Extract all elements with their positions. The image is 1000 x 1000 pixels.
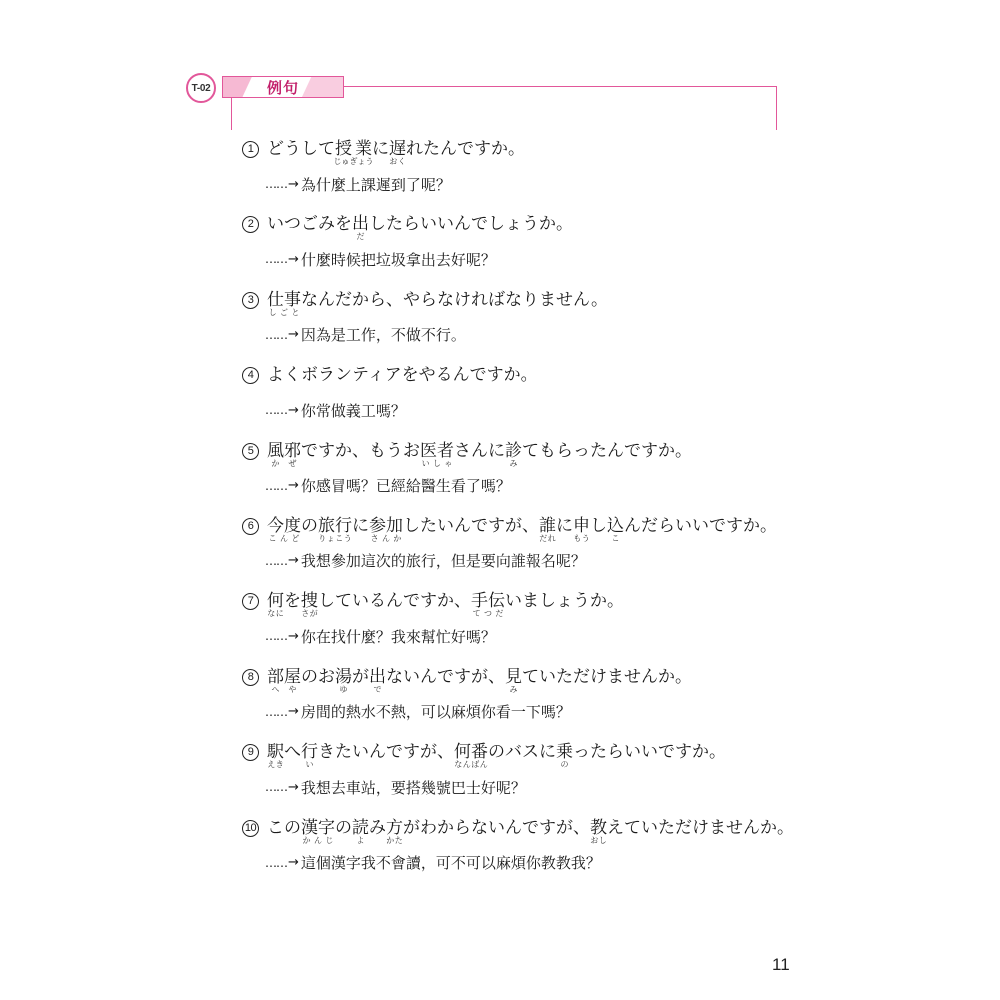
sentence-text: どうして <box>267 139 335 159</box>
kanji: 旅行 <box>318 515 352 536</box>
kanji-with-furigana <box>301 742 318 770</box>
furigana-reading: じゅぎょう <box>333 157 374 166</box>
kanji: 風邪 <box>267 440 301 461</box>
translation-leader-dots: …… <box>265 177 287 191</box>
right-arrow-icon: → <box>288 402 299 418</box>
example-item <box>242 364 802 439</box>
furigana-reading: かぜ <box>267 458 301 468</box>
japanese-sentence-line <box>242 440 802 474</box>
page-number: 11 <box>772 955 790 974</box>
right-arrow-icon: → <box>288 704 299 720</box>
kanji-with-furigana <box>471 591 505 619</box>
furigana-reading: い <box>301 760 318 770</box>
chinese-translation: 因為是工作，不做不行。 <box>300 326 466 345</box>
furigana-reading: へや <box>267 684 301 694</box>
kanji: 漢字 <box>301 817 335 838</box>
kanji: 教 <box>590 817 607 838</box>
sentence-text: に <box>556 515 573 536</box>
kanji: 部屋 <box>267 666 301 687</box>
furigana-reading: もう <box>573 533 590 543</box>
kanji-with-furigana <box>389 139 406 166</box>
translation-line <box>265 474 802 498</box>
kanji-with-furigana <box>369 515 403 543</box>
furigana-reading: み <box>505 458 522 468</box>
kanji-with-furigana <box>333 139 374 166</box>
example-number: 3 <box>242 292 259 309</box>
kanji: 授業 <box>333 139 374 159</box>
sentence-text: ていただけませんか。 <box>522 666 692 687</box>
right-arrow-icon: → <box>288 251 299 267</box>
kanji: 乗 <box>556 742 573 763</box>
sentence-text: ないんですが、 <box>386 666 505 687</box>
header-bracket-left <box>231 98 232 130</box>
translation-line <box>265 851 802 875</box>
kanji: 行 <box>301 742 318 763</box>
furigana-reading: で <box>369 684 386 694</box>
japanese-sentence <box>267 666 692 693</box>
furigana-reading: かた <box>386 835 403 845</box>
sentence-text: み <box>369 817 386 838</box>
translation-line <box>265 247 802 271</box>
right-arrow-icon: → <box>288 176 299 192</box>
kanji-with-furigana <box>454 742 488 770</box>
furigana-reading: りょこう <box>318 533 352 543</box>
example-number: 1 <box>242 141 259 158</box>
translation-line <box>265 700 802 724</box>
furigana-reading: てつだ <box>471 609 505 619</box>
chinese-translation: 我想參加這次的旅行，但是要向誰報名呢？ <box>300 552 586 571</box>
kanji: 何 <box>267 591 284 612</box>
translation-leader-dots: …… <box>265 327 287 342</box>
furigana-reading: こんど <box>267 533 301 543</box>
kanji-with-furigana <box>539 515 556 543</box>
translation-leader-dots: …… <box>265 629 287 644</box>
sentence-text: を <box>284 591 301 612</box>
sentence-text: へ <box>284 742 301 763</box>
translation-leader-dots: …… <box>265 553 287 568</box>
kanji: 今度 <box>267 515 301 536</box>
right-arrow-icon: → <box>288 628 299 644</box>
right-arrow-icon: → <box>288 779 299 795</box>
kanji: 湯 <box>335 666 352 687</box>
example-item <box>242 440 802 515</box>
japanese-sentence <box>267 817 794 844</box>
example-number: 6 <box>242 518 259 535</box>
sentence-text: したいんですが、 <box>403 515 539 536</box>
kanji-with-furigana <box>318 515 352 543</box>
kanji: 申 <box>573 515 590 536</box>
chinese-translation: 你在找什麼？我來幫忙好嗎？ <box>300 627 496 646</box>
sentence-text: しているんですか、 <box>318 591 471 612</box>
chinese-translation: 房間的熱水不熱，可以麻煩你看一下嗎？ <box>300 703 571 722</box>
kanji-with-furigana <box>267 440 301 468</box>
chinese-translation: 為什麼上課遲到了呢？ <box>300 175 451 194</box>
right-arrow-icon: → <box>288 553 299 569</box>
kanji: 駅 <box>267 742 284 763</box>
example-item <box>242 138 802 213</box>
kanji-with-furigana <box>505 440 522 468</box>
furigana-reading: なに <box>267 609 284 619</box>
kanji: 誰 <box>539 515 556 536</box>
japanese-sentence-line <box>242 138 802 172</box>
kanji-with-furigana <box>590 817 607 845</box>
japanese-sentence <box>267 590 624 617</box>
example-sentence-list <box>242 138 802 892</box>
furigana-reading: しごと <box>267 307 301 317</box>
sentence-text: れたんですか。 <box>406 139 525 159</box>
kanji: 仕事 <box>267 289 301 310</box>
translation-line <box>265 398 802 422</box>
sentence-text: の <box>335 817 352 838</box>
japanese-sentence <box>267 213 573 240</box>
sentence-text: いつごみを <box>267 214 352 235</box>
furigana-reading: だれ <box>539 533 556 543</box>
sentence-text: したらいいんでしょうか。 <box>369 214 573 235</box>
furigana-reading: こ <box>607 533 624 543</box>
kanji: 出 <box>352 214 369 235</box>
japanese-sentence-line <box>242 515 802 549</box>
sentence-text: さんに <box>454 440 505 461</box>
translation-leader-dots: …… <box>265 252 287 267</box>
kanji-with-furigana <box>505 666 522 694</box>
kanji: 遅 <box>389 139 406 159</box>
japanese-sentence-line <box>242 741 802 775</box>
kanji-with-furigana <box>556 742 573 770</box>
kanji-with-furigana <box>267 742 284 770</box>
kanji: 手伝 <box>471 591 505 612</box>
example-number: 9 <box>242 744 259 761</box>
translation-leader-dots: …… <box>265 403 287 418</box>
japanese-sentence <box>267 364 538 386</box>
example-item <box>242 515 802 590</box>
sentence-text: ですか、もうお <box>301 440 420 461</box>
kanji-with-furigana <box>386 817 403 845</box>
sentence-text: えていただけませんか。 <box>607 817 794 838</box>
right-arrow-icon: → <box>288 478 299 494</box>
chinese-translation: 我想去車站，要搭幾號巴士好呢？ <box>300 778 526 797</box>
sentence-text: なんだから、やらなければなりません。 <box>301 289 609 310</box>
translation-line <box>265 624 802 648</box>
kanji-with-furigana <box>369 666 386 694</box>
japanese-sentence <box>267 138 525 165</box>
sentence-text: に <box>352 515 369 536</box>
chinese-translation: 什麼時候把垃圾拿出去好呢？ <box>300 250 496 269</box>
kanji-with-furigana <box>267 666 301 694</box>
sentence-text: ったらいいですか。 <box>573 742 726 763</box>
sentence-text: の <box>301 515 318 536</box>
chinese-translation: 這個漢字我不會讀，可不可以麻煩你教教我？ <box>300 854 601 873</box>
sentence-text: この <box>267 817 301 838</box>
sentence-text: のお <box>301 666 335 687</box>
sentence-text: が <box>352 666 369 687</box>
sentence-text: し <box>590 515 607 536</box>
sentence-text: てもらったんですか。 <box>522 440 692 461</box>
furigana-reading: えき <box>267 760 284 770</box>
sentence-text: いましょうか。 <box>505 591 624 612</box>
furigana-reading: よ <box>352 835 369 845</box>
furigana-reading: ゆ <box>335 684 352 694</box>
japanese-sentence <box>267 741 726 768</box>
kanji: 捜 <box>301 591 318 612</box>
japanese-sentence-line <box>242 817 802 851</box>
kanji-with-furigana <box>301 591 318 619</box>
chinese-translation: 你常做義工嗎？ <box>300 401 406 420</box>
kanji-with-furigana <box>573 515 590 543</box>
example-item <box>242 289 802 364</box>
audio-track-badge: T-02 <box>186 73 216 103</box>
sentence-text: よくボランティアをやるんですか。 <box>267 365 538 386</box>
kanji-with-furigana <box>267 289 301 317</box>
translation-leader-dots: …… <box>265 780 287 795</box>
example-number: 2 <box>242 216 259 233</box>
kanji-with-furigana <box>267 515 301 543</box>
kanji: 参加 <box>369 515 403 536</box>
translation-leader-dots: …… <box>265 704 287 719</box>
kanji-with-furigana <box>420 440 454 468</box>
example-number: 10 <box>242 820 259 837</box>
translation-line <box>265 323 802 347</box>
chinese-translation: 你感冒嗎？已經給醫生看了嗎？ <box>300 477 511 496</box>
kanji: 込 <box>607 515 624 536</box>
example-number: 7 <box>242 593 259 610</box>
sentence-text: んだらいいですか。 <box>624 515 777 536</box>
example-item <box>242 666 802 741</box>
translation-leader-dots: …… <box>265 478 287 493</box>
translation-line <box>265 172 802 196</box>
japanese-sentence-line <box>242 289 802 323</box>
kanji-with-furigana <box>301 817 335 845</box>
example-item <box>242 741 802 816</box>
kanji-with-furigana <box>267 591 284 619</box>
kanji: 医者 <box>420 440 454 461</box>
furigana-reading: おし <box>590 835 607 845</box>
kanji-with-furigana <box>335 666 352 694</box>
kanji-with-furigana <box>607 515 624 543</box>
kanji-with-furigana <box>352 817 369 845</box>
example-number: 4 <box>242 367 259 384</box>
furigana-reading: さが <box>301 609 318 619</box>
japanese-sentence-line <box>242 364 802 398</box>
furigana-reading: かんじ <box>301 835 335 845</box>
sentence-text: きたいんですが、 <box>318 742 454 763</box>
kanji: 方 <box>386 817 403 838</box>
japanese-sentence <box>267 289 608 316</box>
section-title: 例句 <box>266 78 299 97</box>
translation-line <box>265 775 802 799</box>
furigana-reading: おく <box>389 157 406 166</box>
japanese-sentence <box>267 515 777 542</box>
furigana-reading: さんか <box>369 533 403 543</box>
translation-leader-dots: …… <box>265 855 287 870</box>
furigana-reading: み <box>505 684 522 694</box>
example-number: 5 <box>242 443 259 460</box>
kanji: 何番 <box>454 742 488 763</box>
furigana-reading: いしゃ <box>420 458 454 468</box>
translation-line <box>265 549 802 573</box>
header-bracket-right <box>776 86 777 130</box>
sentence-text: がわからないんですが、 <box>403 817 590 838</box>
furigana-reading: だ <box>352 232 369 242</box>
kanji: 出 <box>369 666 386 687</box>
example-item <box>242 213 802 288</box>
example-item <box>242 590 802 665</box>
kanji: 読 <box>352 817 369 838</box>
furigana-reading: の <box>556 760 573 770</box>
header-rule <box>344 86 776 87</box>
right-arrow-icon: → <box>288 327 299 343</box>
sentence-text: のバスに <box>488 742 556 763</box>
japanese-sentence <box>267 440 692 467</box>
kanji: 見 <box>505 666 522 687</box>
sentence-text: に <box>372 139 389 159</box>
section-title-tab <box>222 76 344 98</box>
kanji: 診 <box>505 440 522 461</box>
japanese-sentence-line <box>242 666 802 700</box>
example-number: 8 <box>242 669 259 686</box>
japanese-sentence-line <box>242 590 802 624</box>
right-arrow-icon: → <box>288 855 299 871</box>
example-item <box>242 817 802 892</box>
japanese-sentence-line <box>242 213 802 247</box>
kanji-with-furigana <box>352 214 369 242</box>
furigana-reading: なんばん <box>454 760 488 770</box>
